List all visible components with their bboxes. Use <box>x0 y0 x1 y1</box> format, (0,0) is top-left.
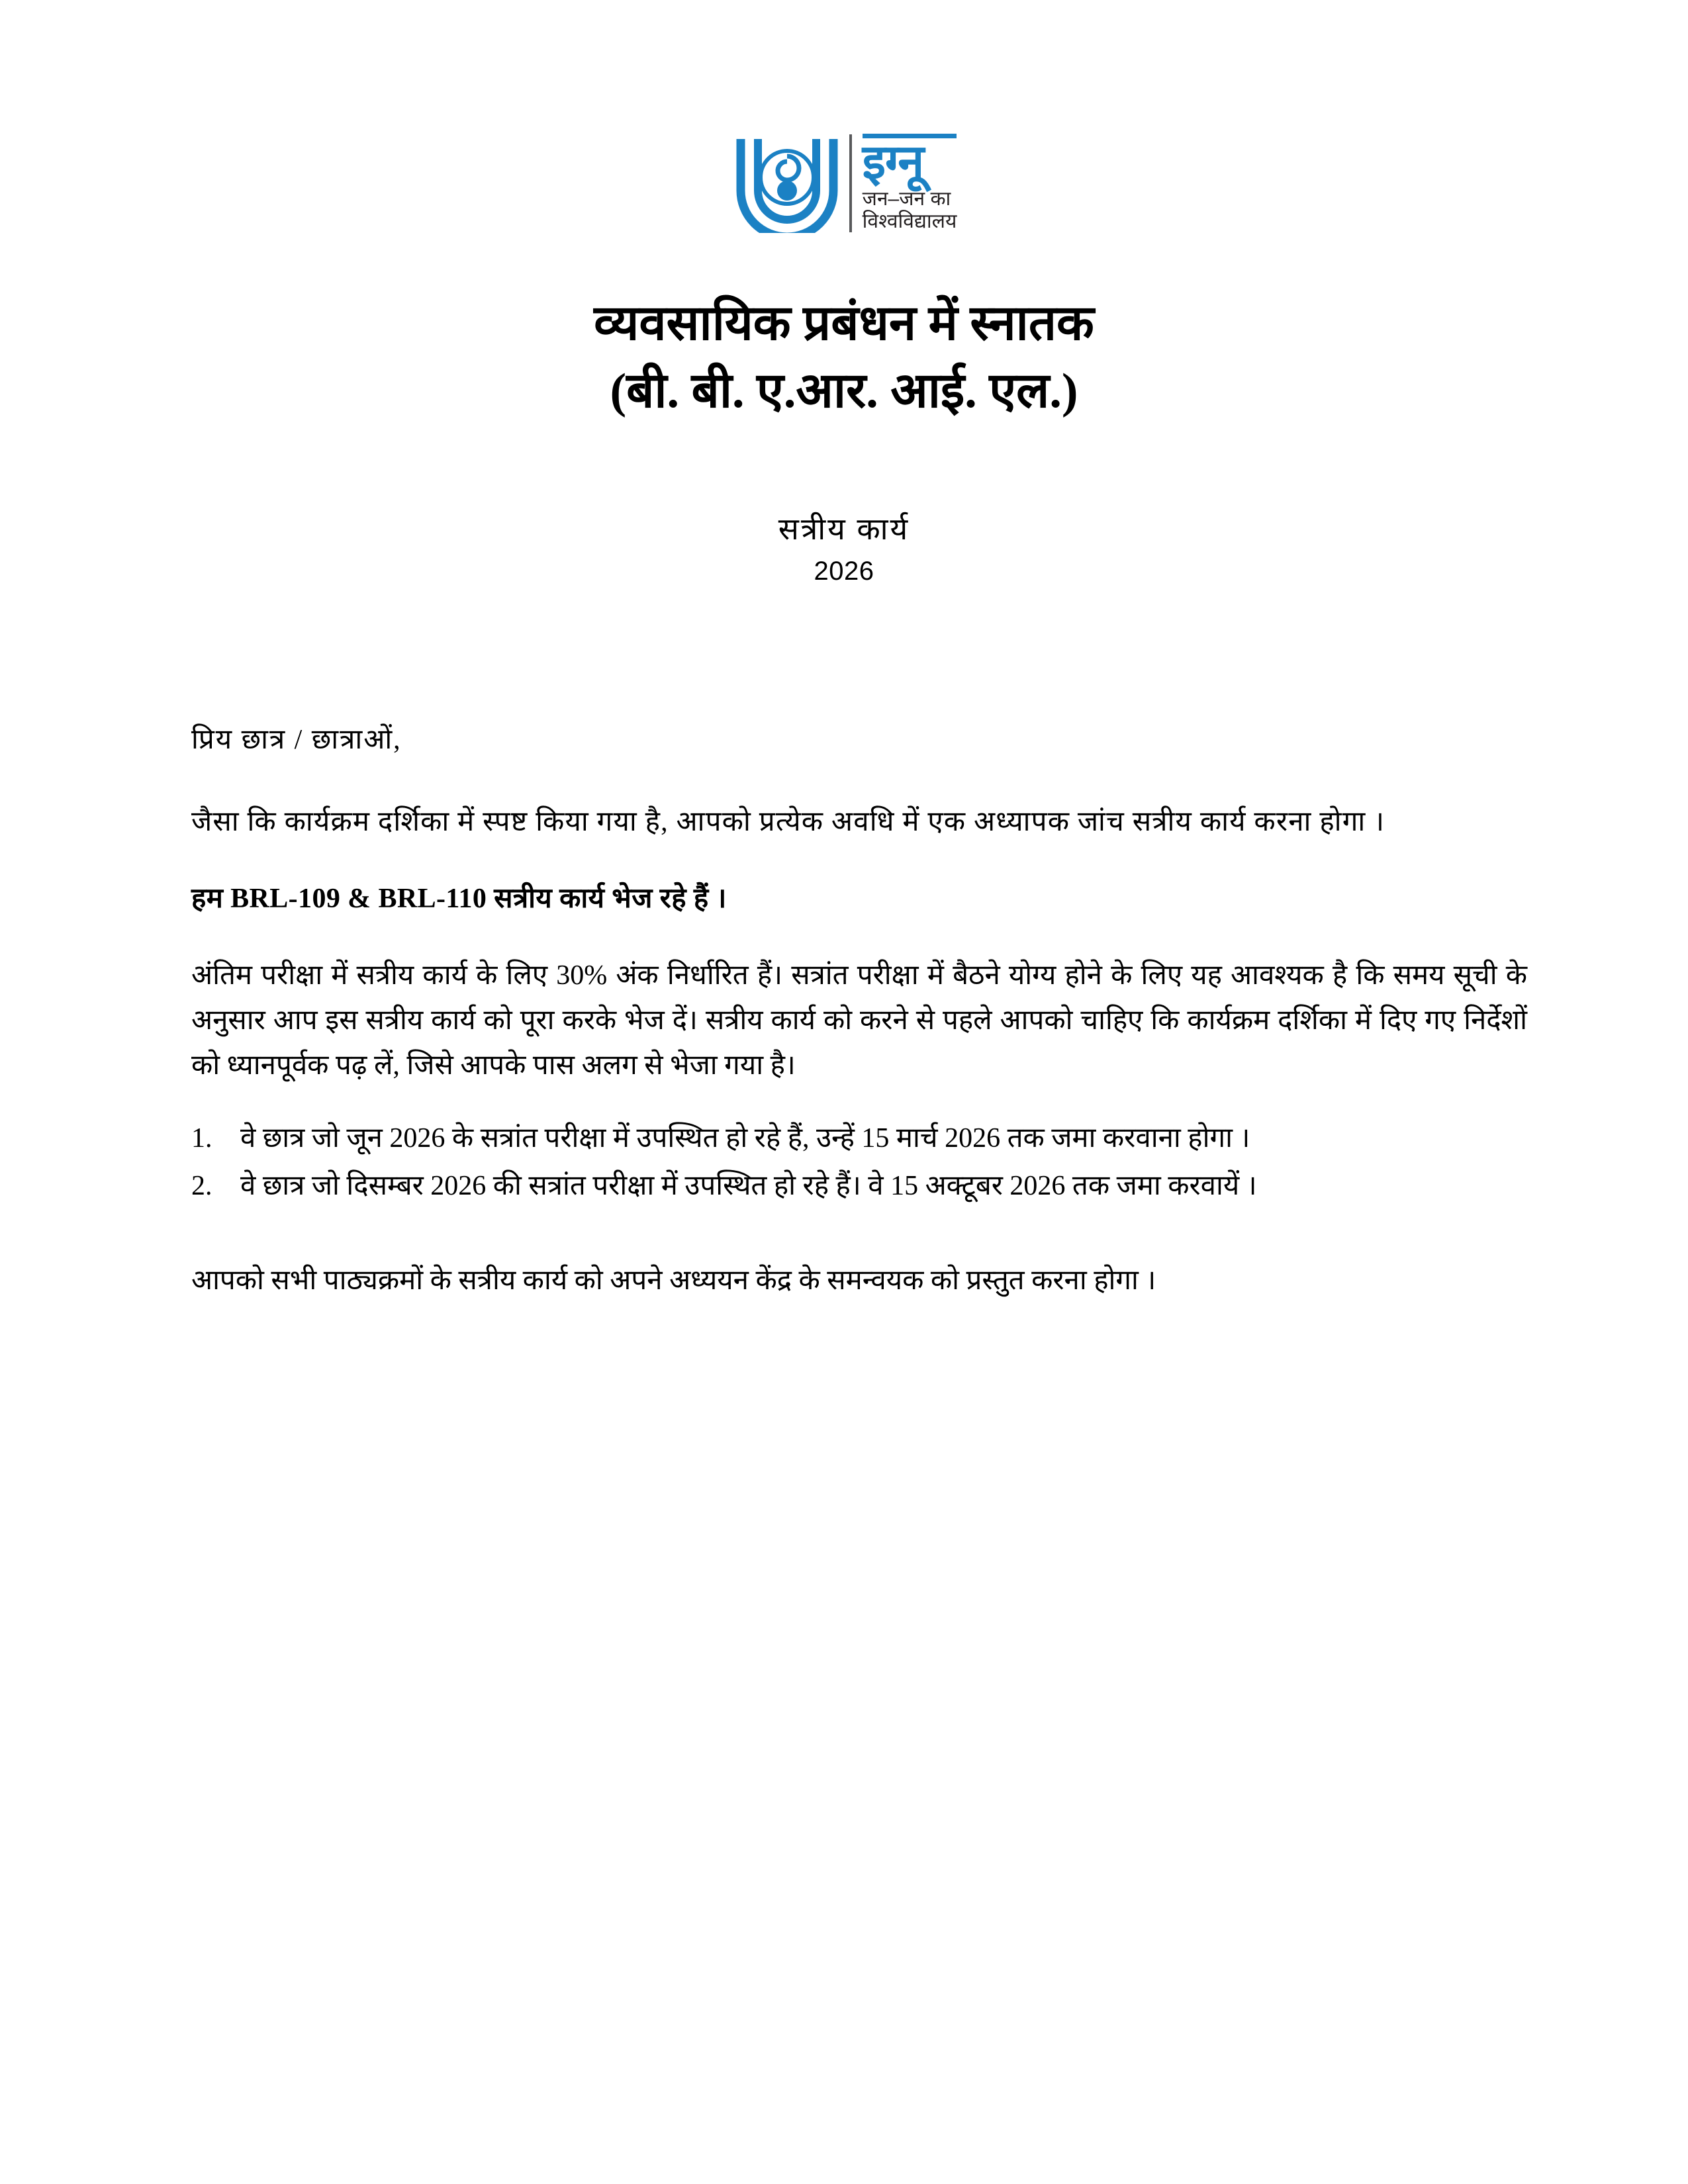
salutation: प्रिय छात्र / छात्राओं, <box>191 725 402 755</box>
document-body <box>191 717 1527 1303</box>
courses-note: हम BRL-109 & BRL-110 सत्रीय कार्य भेज रहे हैं । <box>191 884 727 915</box>
marks-paragraph: अंतिम परीक्षा में सत्रीय कार्य के लिए 30% अंक निर्धारित हैं। सत्रांत परीक्षा में बैठने योग्य होने के लिए यह आवश्यक है कि समय सूची के अनुसार आप इस सत्रीय कार्य को पूरा करके भेज दें। सत्रीय कार्य को करने से पहले आपको चाहिए कि कार्यक्रम दर्शिका में दिए गए निर्देशों को ध्यानपूर्वक पढ़ लें, जिसे आपके पास अलग से भेजा गया है। <box>191 960 1527 1081</box>
logo-tagline-line1: जन–जन का <box>862 188 951 210</box>
list-item-text: वे छात्र जो जून 2026 के सत्रांत परीक्षा में उपस्थित हो रहे हैं, उन्हें 15 मार्च 2026 तक जमा करवाना होगा । <box>240 1123 1250 1154</box>
page-title-line1: व्यवसायिक प्रबंधन में स्नातक <box>594 296 1094 351</box>
logo-tagline <box>863 188 957 232</box>
list-item <box>191 1117 1527 1161</box>
list-item-number: 1. <box>191 1123 212 1154</box>
submission-deadline-list <box>191 1117 1527 1208</box>
list-item-number: 2. <box>191 1170 212 1201</box>
ignou-logo <box>731 127 957 240</box>
list-item <box>191 1165 1527 1208</box>
logo-wordmark: इग्नू <box>863 134 957 185</box>
list-item-text: वे छात्र जो दिसम्बर 2026 की सत्रांत परीक्षा में उपस्थित हो रहे हैं। वे 15 अक्टूबर 2026 तक जमा करवायें । <box>240 1170 1257 1201</box>
ignou-emblem-icon <box>731 134 843 233</box>
page-title <box>0 293 1688 423</box>
intro-paragraph: जैसा कि कार्यक्रम दर्शिका में स्पष्ट किया गया है, आपको प्रत्येक अवधि में एक अध्यापक जांच सत्रीय कार्य करना होगा । <box>191 807 1385 838</box>
assignment-year: 2026 <box>814 557 874 586</box>
final-note: आपको सभी पाठ्यक्रमों के सत्रीय कार्य को अपने अध्ययन केंद्र के समन्वयक को प्रस्तुत करना होगा । <box>191 1265 1156 1297</box>
logo-divider <box>849 134 852 232</box>
assignment-label: सत्रीय कार्य <box>778 512 910 546</box>
subtitle-block <box>0 511 1688 586</box>
logo-header <box>0 127 1688 240</box>
logo-tagline-line2: विश्वविद्यालय <box>862 210 957 233</box>
page-title-line2: (बी. बी. ए.आर. आई. एल.) <box>610 364 1078 419</box>
logo-wordmark-group <box>863 134 957 232</box>
